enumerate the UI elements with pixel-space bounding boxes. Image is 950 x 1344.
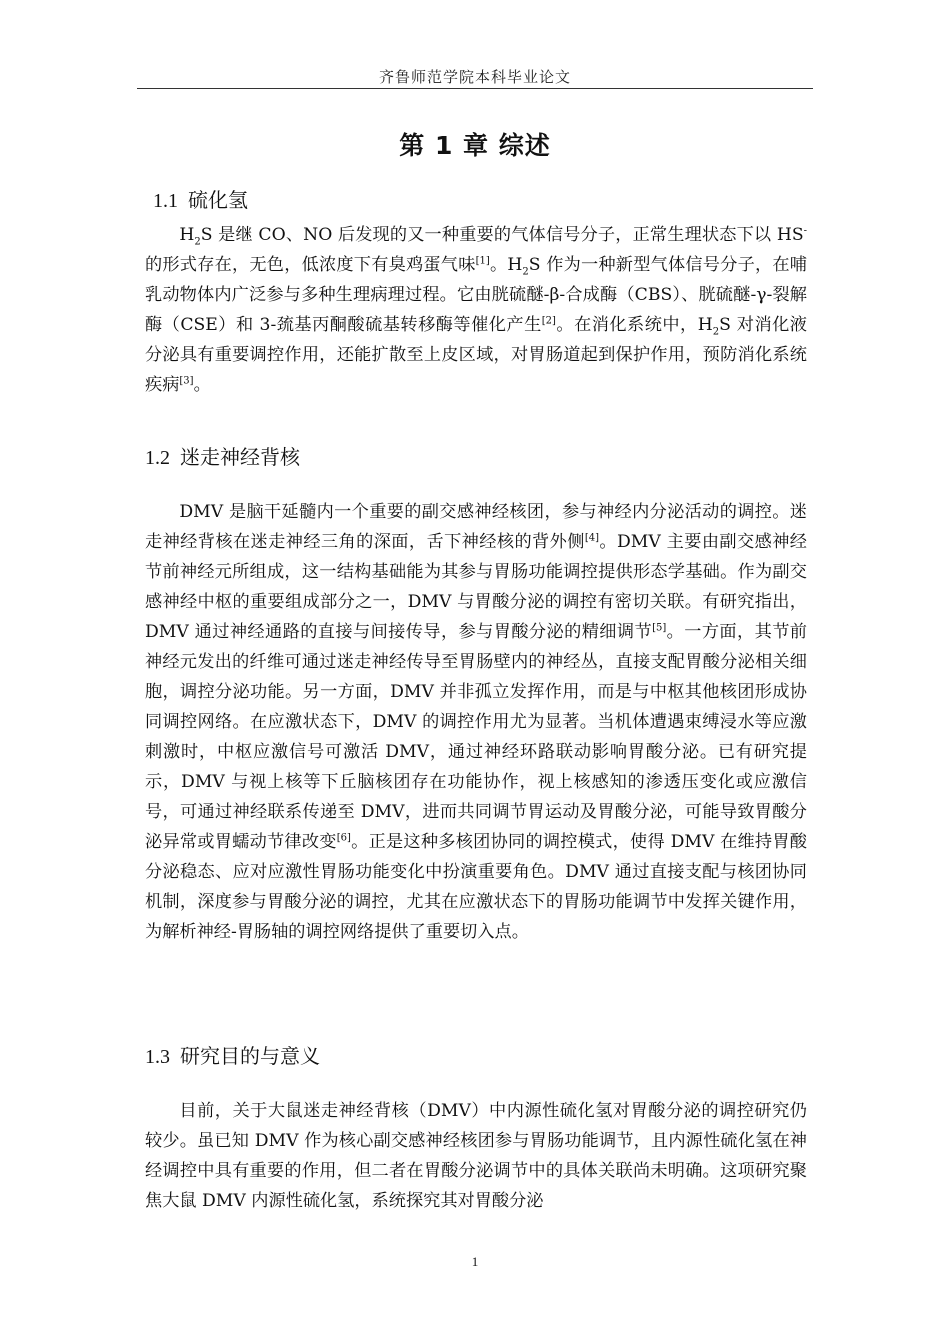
paragraph-hydrogen-sulfide: $H_2S$ 是继 CO、NO 后发现的又一种重要的气体信号分子，正常生理状态下以 HS-的形式存在，无色，低浓度下有臭鸡蛋气味[1]。$H_2S$ 作为一种新型气体信号分子，在哺乳动物体内广泛参与多种生理病理过程。它由胱硫醚-β-合成酶（CBS）、胱硫醚-γ-裂解酶（CSE）和 3-巯基丙酮酸硫基转移酶等催化产生[2]。在消化系统中，$H_2S$ 对消化液分泌具有重要调控作用，还能扩散至上皮区域，对胃肠道起到保护作用，预防消化系统疾病[3]。 <box>145 225 807 395</box>
section-heading-1-2 <box>145 441 300 470</box>
header-divider <box>137 88 813 89</box>
section-title: 迷走神经背核 <box>180 445 300 469</box>
chapter-title: 第 1 章 综述 <box>399 131 551 160</box>
section-number: 1.2 <box>145 447 170 469</box>
section-title: 研究目的与意义 <box>180 1044 320 1068</box>
page-number: 1 <box>471 1254 479 1269</box>
page-header: 齐鲁师范学院本科毕业论文 <box>378 68 571 86</box>
section-heading-1-1 <box>153 184 248 213</box>
section-number: 1.3 <box>145 1046 170 1068</box>
paragraph-research-purpose: 目前，关于大鼠迷走神经背核（DMV）中内源性硫化氢对胃酸分泌的调控研究仍较少。虽已知 DMV 作为核心副交感神经核团参与胃肠功能调节，且内源性硫化氢在神经调控中具有重要的作用，但二者在胃酸分泌调节中的具体关联尚未明确。这项研究聚焦大鼠 DMV 内源性硫化氢，系统探究其对胃酸分泌 <box>145 1101 807 1211</box>
section-number: 1.1 <box>153 190 178 212</box>
paragraph-dmv: DMV 是脑干延髓内一个重要的副交感神经核团，参与神经内分泌活动的调控。迷走神经背核在迷走神经三角的深面，舌下神经核的背外侧[4]。DMV 主要由副交感神经节前神经元所组成，这一结构基础能为其参与胃肠功能调控提供形态学基础。作为副交感神经中枢的重要组成部分之一，DMV 与胃酸分泌的调控有密切关联。有研究指出，DMV 通过神经通路的直接与间接传导，参与胃酸分泌的精细调节[5]。一方面，其节前神经元发出的纤维可通过迷走神经传导至胃肠壁内的神经丛，直接支配胃酸分泌相关细胞，调控分泌功能。另一方面，DMV 并非孤立发挥作用，而是与中枢其他核团形成协同调控网络。在应激状态下，DMV 的调控作用尤为显著。当机体遭遇束缚浸水等应激刺激时，中枢应激信号可激活 DMV，通过神经环路联动影响胃酸分泌。已有研究提示，DMV 与视上核等下丘脑核团存在功能协作，视上核感知的渗透压变化或应激信号，可通过神经联系传递至 DMV，进而共同调节胃运动及胃酸分泌，可能导致胃酸分泌异常或胃蠕动节律改变[6]。正是这种多核团协同的调控模式，使得 DMV 在维持胃酸分泌稳态、应对应激性胃肠功能变化中扮演重要角色。DMV 通过直接支配与核团协同机制，深度参与胃酸分泌的调控，尤其在应激状态下的胃肠功能调节中发挥关键作用，为解析神经-胃肠轴的调控网络提供了重要切入点。 <box>145 502 807 942</box>
section-heading-1-3 <box>145 1040 320 1069</box>
section-title: 硫化氢 <box>188 188 248 212</box>
